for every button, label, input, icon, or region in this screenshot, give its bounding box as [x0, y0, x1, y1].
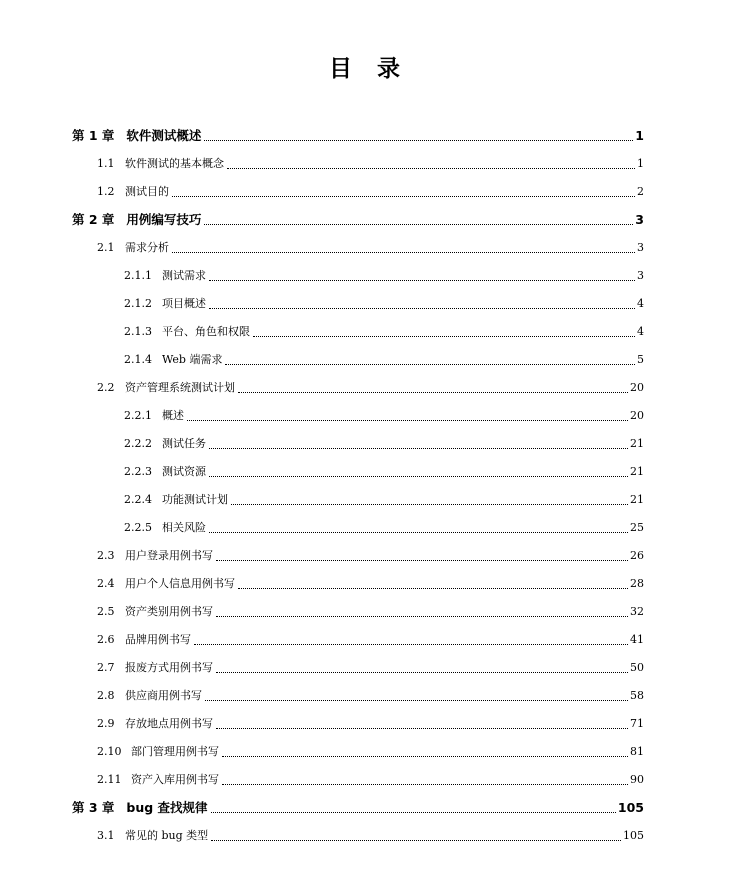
- toc-entry[interactable]: [72, 124, 644, 144]
- toc-entry[interactable]: [124, 488, 644, 508]
- entry-title: 部门管理用例书写: [131, 745, 219, 758]
- dot-leader: [209, 531, 628, 533]
- entry-number: 2.1.3: [124, 325, 152, 338]
- dot-leader: [211, 811, 616, 813]
- entry-page: 105: [623, 829, 644, 842]
- entry-title: 存放地点用例书写: [125, 717, 213, 730]
- dot-leader: [209, 447, 628, 449]
- entry-title: 用户个人信息用例书写: [125, 577, 235, 590]
- entry-page: 26: [630, 549, 644, 562]
- dot-leader: [231, 503, 628, 505]
- entry-number: 第 2 章: [72, 212, 115, 227]
- toc-entry[interactable]: [97, 152, 644, 172]
- entry-title: 软件测试的基本概念: [125, 157, 224, 170]
- toc-entry[interactable]: [124, 432, 644, 452]
- dot-leader: [216, 727, 628, 729]
- toc-entry[interactable]: [124, 404, 644, 424]
- toc-entry[interactable]: [124, 516, 644, 536]
- toc-entry[interactable]: [97, 656, 644, 676]
- entry-number: 3.1: [97, 829, 115, 842]
- entry-title: 项目概述: [162, 297, 206, 310]
- dot-leader: [204, 223, 633, 225]
- entry-title: 用户登录用例书写: [125, 549, 213, 562]
- entry-number: 2.8: [97, 689, 115, 702]
- entry-title: bug 查找规律: [126, 800, 208, 815]
- toc-entry[interactable]: [124, 460, 644, 480]
- toc-entry[interactable]: [97, 712, 644, 732]
- entry-number: 2.1: [97, 241, 115, 254]
- entry-title: 资产管理系统测试计划: [125, 381, 235, 394]
- toc-entry[interactable]: [124, 292, 644, 312]
- entry-page: 32: [630, 605, 644, 618]
- entry-title: 软件测试概述: [126, 128, 202, 143]
- entry-number: 2.6: [97, 633, 115, 646]
- entry-page: 71: [630, 717, 644, 730]
- entry-page: 105: [617, 800, 644, 815]
- entry-number: 2.2.1: [124, 409, 152, 422]
- entry-page: 81: [630, 745, 644, 758]
- entry-page: 90: [630, 773, 644, 786]
- toc-entry[interactable]: [124, 264, 644, 284]
- toc-entry[interactable]: [97, 600, 644, 620]
- entry-page: 20: [630, 409, 644, 422]
- entry-number: 2.1.2: [124, 297, 152, 310]
- toc-entry[interactable]: [97, 628, 644, 648]
- dot-leader: [227, 167, 635, 169]
- entry-page: 5: [637, 353, 644, 366]
- entry-title: 资产入库用例书写: [131, 773, 219, 786]
- entry-title: 测试任务: [162, 437, 206, 450]
- entry-page: 21: [630, 437, 644, 450]
- entry-number: 2.1.4: [124, 353, 152, 366]
- entry-number: 2.11: [97, 773, 122, 786]
- entry-title: 报废方式用例书写: [125, 661, 213, 674]
- dot-leader: [216, 671, 628, 673]
- entry-title: 用例编写技巧: [126, 212, 202, 227]
- toc-entry[interactable]: [97, 684, 644, 704]
- dot-leader: [187, 419, 628, 421]
- entry-page: 3: [637, 241, 644, 254]
- entry-page: 20: [630, 381, 644, 394]
- dot-leader: [238, 391, 628, 393]
- dot-leader: [238, 587, 628, 589]
- toc-entry[interactable]: [97, 572, 644, 592]
- entry-title: 测试资源: [162, 465, 206, 478]
- entry-page: 1: [637, 157, 644, 170]
- entry-page: 58: [630, 689, 644, 702]
- entry-title: 常见的 bug 类型: [125, 829, 209, 842]
- entry-number: 2.2.3: [124, 465, 152, 478]
- entry-title: Web 端需求: [162, 353, 223, 366]
- toc-entry[interactable]: [97, 236, 644, 256]
- entry-number: 2.5: [97, 605, 115, 618]
- entry-title: 资产类别用例书写: [125, 605, 213, 618]
- entry-title: 品牌用例书写: [125, 633, 191, 646]
- entry-page: 3: [637, 269, 644, 282]
- dot-leader: [172, 251, 635, 253]
- entry-page: 1: [635, 128, 644, 143]
- entry-number: 2.3: [97, 549, 115, 562]
- toc-entry[interactable]: [97, 824, 644, 844]
- entry-title: 功能测试计划: [162, 493, 228, 506]
- entry-number: 2.7: [97, 661, 115, 674]
- toc-entry[interactable]: [72, 208, 644, 228]
- dot-leader: [253, 335, 635, 337]
- toc-entry[interactable]: [97, 768, 644, 788]
- entry-title: 相关风险: [162, 521, 206, 534]
- entry-number: 2.4: [97, 577, 115, 590]
- toc-entry[interactable]: [97, 740, 644, 760]
- entry-number: 2.2.5: [124, 521, 152, 534]
- toc-entry[interactable]: [72, 796, 644, 816]
- entry-number: 第 1 章: [72, 128, 115, 143]
- toc-entry[interactable]: [97, 544, 644, 564]
- dot-leader: [172, 195, 635, 197]
- dot-leader: [216, 615, 628, 617]
- dot-leader: [216, 559, 628, 561]
- dot-leader: [209, 475, 628, 477]
- toc-entry[interactable]: [124, 348, 644, 368]
- toc-entry[interactable]: [97, 376, 644, 396]
- entry-number: 1.1: [97, 157, 115, 170]
- entry-number: 2.1.1: [124, 269, 152, 282]
- entry-page: 21: [630, 465, 644, 478]
- page-title: 目 录: [329, 55, 401, 82]
- dot-leader: [204, 139, 633, 141]
- dot-leader: [222, 755, 628, 757]
- entry-number: 第 3 章: [72, 800, 115, 815]
- dot-leader: [209, 307, 635, 309]
- entry-page: 21: [630, 493, 644, 506]
- dot-leader: [222, 783, 628, 785]
- entry-number: 2.10: [97, 745, 122, 758]
- toc-entry[interactable]: [97, 180, 644, 200]
- entry-page: 25: [630, 521, 644, 534]
- entry-page: 2: [637, 185, 644, 198]
- entry-title: 供应商用例书写: [125, 689, 202, 702]
- dot-leader: [205, 699, 628, 701]
- entry-number: 2.2.2: [124, 437, 152, 450]
- entry-title: 测试目的: [125, 185, 169, 198]
- entry-page: 3: [635, 212, 644, 227]
- entry-page: 50: [630, 661, 644, 674]
- entry-page: 4: [637, 325, 644, 338]
- entry-number: 2.2.4: [124, 493, 152, 506]
- entry-number: 2.9: [97, 717, 115, 730]
- entry-number: 1.2: [97, 185, 115, 198]
- entry-page: 41: [630, 633, 644, 646]
- dot-leader: [194, 643, 628, 645]
- toc-entry[interactable]: [124, 320, 644, 340]
- entry-title: 测试需求: [162, 269, 206, 282]
- dot-leader: [209, 279, 635, 281]
- entry-number: 2.2: [97, 381, 115, 394]
- entry-page: 28: [630, 577, 644, 590]
- entry-title: 概述: [162, 409, 184, 422]
- entry-title: 平台、角色和权限: [162, 325, 250, 338]
- entry-title: 需求分析: [125, 241, 169, 254]
- entry-page: 4: [637, 297, 644, 310]
- dot-leader: [225, 363, 635, 365]
- dot-leader: [211, 839, 621, 841]
